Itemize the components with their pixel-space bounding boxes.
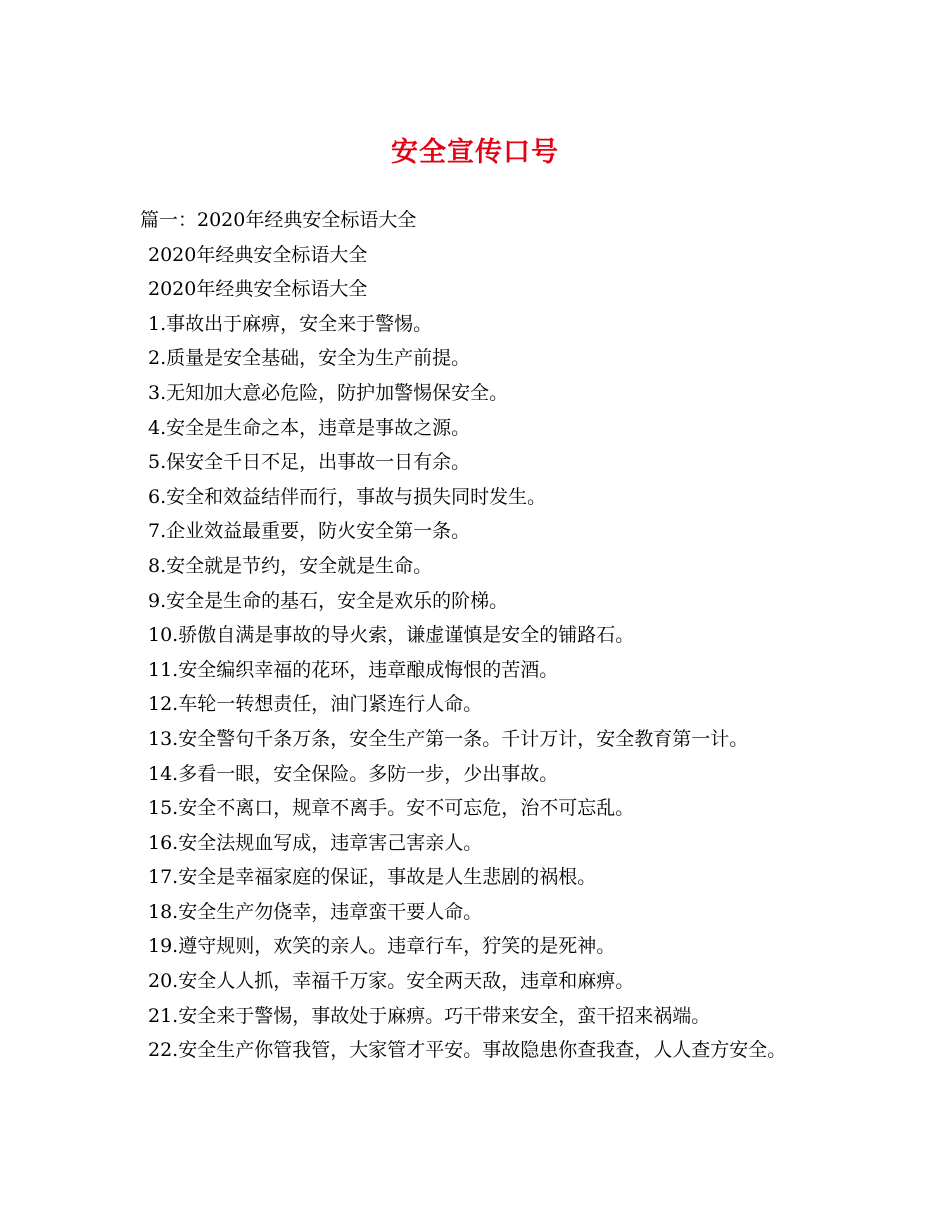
list-item: 4.安全是生命之本，违章是事故之源。 bbox=[148, 416, 471, 439]
subtitle: 2020年经典安全标语大全 bbox=[148, 243, 368, 266]
list-item: 17.安全是幸福家庭的保证，事故是人生悲剧的祸根。 bbox=[148, 866, 597, 889]
page-title: 安全宣传口号 bbox=[391, 137, 559, 168]
list-item: 8.安全就是节约，安全就是生命。 bbox=[148, 554, 433, 577]
list-item: 10.骄傲自满是事故的导火索，谦虚谨慎是安全的铺路石。 bbox=[148, 624, 635, 647]
list-item: 3.无知加大意必危险，防护加警惕保安全。 bbox=[148, 381, 509, 404]
list-item: 13.安全警句千条万条，安全生产第一条。千计万计，安全教育第一计。 bbox=[148, 727, 749, 750]
list-item: 9.安全是生命的基石，安全是欢乐的阶梯。 bbox=[148, 589, 509, 612]
list-item: 16.安全法规血写成，违章害己害亲人。 bbox=[148, 831, 483, 854]
list-item: 7.企业效益最重要，防火安全第一条。 bbox=[148, 520, 471, 543]
list-item: 5.保安全千日不足，出事故一日有余。 bbox=[148, 451, 471, 474]
list-item: 15.安全不离口，规章不离手。安不可忘危，治不可忘乱。 bbox=[148, 797, 635, 820]
list-item: 2.质量是安全基础，安全为生产前提。 bbox=[148, 347, 471, 370]
subtitle: 2020年经典安全标语大全 bbox=[148, 278, 368, 301]
list-item: 21.安全来于警惕，事故处于麻痹。巧干带来安全，蛮干招来祸端。 bbox=[148, 1004, 711, 1027]
section-heading: 篇一：2020年经典安全标语大全 bbox=[140, 209, 417, 231]
list-item: 20.安全人人抓，幸福千万家。安全两天敌，违章和麻痹。 bbox=[148, 970, 635, 993]
list-item: 14.多看一眼，安全保险。多防一步，少出事故。 bbox=[148, 762, 559, 785]
list-item: 11.安全编织幸福的花环，违章酿成悔恨的苦酒。 bbox=[148, 658, 559, 681]
list-item: 18.安全生产勿侥幸，违章蛮干要人命。 bbox=[148, 900, 483, 923]
list-item: 22.安全生产你管我管，大家管才平安。事故隐患你查我查，人人查方安全。 bbox=[148, 1039, 787, 1062]
list-item: 12.车轮一转想责任，油门紧连行人命。 bbox=[148, 693, 483, 716]
document-body bbox=[140, 203, 830, 1068]
list-item: 19.遵守规则，欢笑的亲人。违章行车，狞笑的是死神。 bbox=[148, 935, 616, 958]
list-item: 6.安全和效益结伴而行，事故与损失同时发生。 bbox=[148, 485, 547, 508]
list-item: 1.事故出于麻痹，安全来于警惕。 bbox=[148, 312, 433, 335]
